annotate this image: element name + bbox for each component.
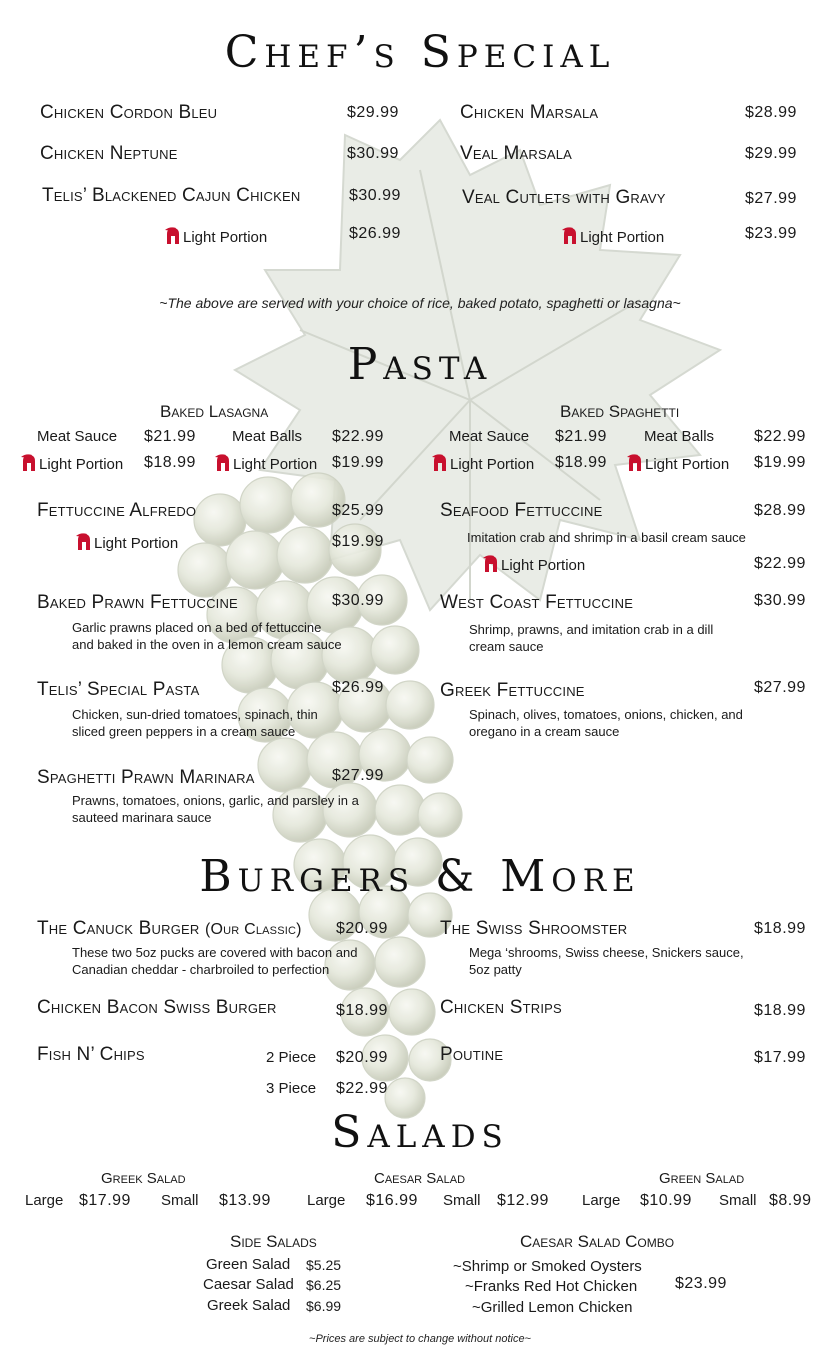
telis-special-pasta-name: Telis’ Special Pasta <box>37 679 200 700</box>
caesar-large-label: Large <box>307 1192 346 1209</box>
greek-small-price: $13.99 <box>219 1192 271 1209</box>
light-portion-item <box>431 454 534 473</box>
green-large-price: $10.99 <box>640 1192 692 1209</box>
seafood-fettuccine-price: $28.99 <box>754 502 806 519</box>
light-portion-label: Light Portion <box>645 456 730 473</box>
side-green-salad-label: Green Salad <box>206 1256 291 1273</box>
spaghetti-prawn-marinara-name: Spaghetti Prawn Marinara <box>37 767 255 788</box>
canuck-desc-line2: Canadian cheddar - charbroiled to perfection <box>72 962 330 977</box>
side-greek-salad-price: $6.99 <box>306 1298 342 1314</box>
veal-marsala-name: Veal Marsala <box>460 143 573 164</box>
spaghetti-meat-sauce-price: $21.99 <box>555 428 607 445</box>
chicken-neptune-name: Chicken Neptune <box>40 143 178 164</box>
veal-light-portion-price: $23.99 <box>745 225 797 242</box>
canuck-burger-name <box>37 918 302 940</box>
caesar-salad-title: Caesar Salad <box>374 1170 466 1187</box>
west-coast-fettuccine-price: $30.99 <box>754 592 806 609</box>
side-caesar-salad-price: $6.25 <box>306 1277 342 1293</box>
chicken-neptune-price: $30.99 <box>347 145 399 162</box>
light-portion-item <box>626 454 729 473</box>
baked-spaghetti-title: Baked Spaghetti <box>560 402 680 421</box>
chicken-cordon-bleu-name: Chicken Cordon Bleu <box>40 102 218 123</box>
light-portion-item <box>214 454 317 473</box>
green-large-label: Large <box>582 1192 621 1209</box>
green-salad-title: Green Salad <box>659 1170 745 1187</box>
light-portion-label: Light Portion <box>233 456 318 473</box>
blackened-cajun-chicken-name: Telis’ Blackened Cajun Chicken <box>42 185 301 206</box>
spaghetti-light2-price: $19.99 <box>754 454 806 471</box>
green-small-price: $8.99 <box>769 1192 812 1209</box>
sides-note: ~The above are served with your choice of rice, baked potato, spaghetti or lasagna~ <box>159 295 681 311</box>
baked-prawn-fettuccine-name: Baked Prawn Fettuccine <box>37 592 238 613</box>
chefs-special-title: Chef’s Special <box>224 27 616 78</box>
baked-prawn-desc-line2: and baked in the oven in a lemon cream sauce <box>72 637 342 652</box>
caesar-small-label: Small <box>443 1192 481 1209</box>
light-portion-label: Light Portion <box>580 229 665 246</box>
light-portion-label: Light Portion <box>39 456 124 473</box>
greek-salad-title: Greek Salad <box>101 1170 186 1187</box>
telis-special-desc-line1: Chicken, sun-dried tomatoes, spinach, thin <box>72 707 318 722</box>
side-caesar-salad-label: Caesar Salad <box>203 1276 294 1293</box>
spartan-helmet-icon <box>164 227 180 245</box>
caesar-large-price: $16.99 <box>366 1192 418 1209</box>
fish-three-piece-label: 3 Piece <box>266 1080 317 1097</box>
fettuccine-alfredo-price: $25.99 <box>332 502 384 519</box>
lasagna-meat-balls-label: Meat Balls <box>232 428 303 445</box>
spartan-helmet-icon <box>20 454 36 472</box>
west-coast-fettuccine-name: West Coast Fettuccine <box>440 592 634 613</box>
lasagna-light2-price: $19.99 <box>332 454 384 471</box>
fish-two-piece-label: 2 Piece <box>266 1049 317 1066</box>
poutine-price: $17.99 <box>754 1049 806 1066</box>
chicken-strips-price: $18.99 <box>754 1002 806 1019</box>
veal-cutlets-name: Veal Cutlets with Gravy <box>462 187 666 208</box>
salads-title: Salads <box>331 1107 509 1158</box>
green-small-label: Small <box>719 1192 757 1209</box>
light-portion-label: Light Portion <box>450 456 535 473</box>
caesar-combo-price: $23.99 <box>675 1275 727 1292</box>
light-portion-label: Light Portion <box>183 229 268 246</box>
spartan-helmet-icon <box>431 454 447 472</box>
spaghetti-meat-sauce-label: Meat Sauce <box>449 428 530 445</box>
spartan-helmet-icon <box>75 533 91 551</box>
light-portion-item <box>75 533 178 552</box>
combo-option-chicken: ~Franks Red Hot Chicken <box>465 1278 638 1295</box>
seafood-fettuccine-name: Seafood Fettuccine <box>440 500 603 521</box>
telis-special-desc-line2: sliced green peppers in a cream sauce <box>72 724 296 739</box>
veal-marsala-price: $29.99 <box>745 145 797 162</box>
lasagna-meat-sauce-label: Meat Sauce <box>37 428 118 445</box>
chicken-marsala-name: Chicken Marsala <box>460 102 599 123</box>
swiss-shroomster-name: The Swiss Shroomster <box>440 918 628 939</box>
alfredo-light-price: $19.99 <box>332 533 384 550</box>
light-portion-label: Light Portion <box>501 557 586 574</box>
spartan-helmet-icon <box>214 454 230 472</box>
caesar-combo-title: Caesar Salad Combo <box>520 1232 675 1251</box>
swiss-desc-line2: 5oz patty <box>469 962 522 977</box>
canuck-burger-price: $20.99 <box>336 920 388 937</box>
combo-option-lemon-chicken: ~Grilled Lemon Chicken <box>472 1299 633 1316</box>
baked-lasagna-title: Baked Lasagna <box>160 402 269 421</box>
spartan-helmet-icon <box>561 227 577 245</box>
chicken-strips-name: Chicken Strips <box>440 997 562 1018</box>
combo-option-shrimp: ~Shrimp or Smoked Oysters <box>453 1258 642 1275</box>
spaghetti-meat-balls-price: $22.99 <box>754 428 806 445</box>
baked-prawn-desc-line1: Garlic prawns placed on a bed of fettuccine <box>72 620 322 635</box>
side-green-salad-price: $5.25 <box>306 1257 342 1273</box>
west-coast-desc-line1: Shrimp, prawns, and imitation crab in a dill <box>469 622 714 637</box>
fettuccine-alfredo-name: Fettuccine Alfredo <box>37 500 197 521</box>
greek-fettuccine-desc-line2: oregano in a cream sauce <box>469 724 620 739</box>
canuck-desc-line1: These two 5oz pucks are covered with bacon and <box>72 945 358 960</box>
poutine-name: Poutine <box>440 1044 504 1065</box>
blackened-cajun-chicken-price: $30.99 <box>349 187 401 204</box>
swiss-desc-line1: Mega ‘shrooms, Swiss cheese, Snickers sauce, <box>469 945 744 960</box>
chicken-bacon-swiss-price: $18.99 <box>336 1002 388 1019</box>
greek-fettuccine-desc-line1: Spinach, olives, tomatoes, onions, chicken, and <box>469 707 743 722</box>
lasagna-meat-sauce-price: $21.99 <box>144 428 196 445</box>
chicken-marsala-price: $28.99 <box>745 104 797 121</box>
greek-small-label: Small <box>161 1192 199 1209</box>
seafood-light-price: $22.99 <box>754 555 806 572</box>
fish-two-piece-price: $20.99 <box>336 1049 388 1066</box>
chicken-cordon-bleu-price: $29.99 <box>347 104 399 121</box>
marinara-desc-line2: sauteed marinara sauce <box>72 810 212 825</box>
prices-disclaimer: ~Prices are subject to change without notice~ <box>309 1333 531 1345</box>
fish-n-chips-name: Fish N’ Chips <box>37 1044 145 1065</box>
light-portion-item <box>482 555 585 574</box>
side-greek-salad-label: Greek Salad <box>207 1297 291 1314</box>
spaghetti-meat-balls-label: Meat Balls <box>644 428 715 445</box>
light-portion-label: Light Portion <box>94 535 179 552</box>
baked-prawn-fettuccine-price: $30.99 <box>332 592 384 609</box>
canuck-burger-tag: (Our Classic) <box>204 921 302 938</box>
greek-fettuccine-price: $27.99 <box>754 679 806 696</box>
lasagna-meat-balls-price: $22.99 <box>332 428 384 445</box>
chicken-bacon-swiss-name: Chicken Bacon Swiss Burger <box>37 997 277 1018</box>
light-portion-item <box>561 227 664 246</box>
cajun-light-portion-price: $26.99 <box>349 225 401 242</box>
pasta-title: Pasta <box>347 339 493 390</box>
west-coast-desc-line2: cream sauce <box>469 639 544 654</box>
burgers-more-title: Burgers & More <box>199 851 641 902</box>
fish-three-piece-price: $22.99 <box>336 1080 388 1097</box>
telis-special-pasta-price: $26.99 <box>332 679 384 696</box>
greek-large-price: $17.99 <box>79 1192 131 1209</box>
spartan-helmet-icon <box>482 555 498 573</box>
greek-fettuccine-name: Greek Fettuccine <box>440 680 585 701</box>
lasagna-light1-price: $18.99 <box>144 454 196 471</box>
greek-large-label: Large <box>25 1192 64 1209</box>
light-portion-item <box>164 227 267 246</box>
spaghetti-prawn-marinara-price: $27.99 <box>332 767 384 784</box>
swiss-shroomster-price: $18.99 <box>754 920 806 937</box>
spartan-helmet-icon <box>626 454 642 472</box>
seafood-fettuccine-desc: Imitation crab and shrimp in a basil cream sauce <box>467 530 746 545</box>
spaghetti-light1-price: $18.99 <box>555 454 607 471</box>
light-portion-item <box>20 454 123 473</box>
marinara-desc-line1: Prawns, tomatoes, onions, garlic, and parsley in a <box>72 793 359 808</box>
caesar-small-price: $12.99 <box>497 1192 549 1209</box>
veal-cutlets-price: $27.99 <box>745 190 797 207</box>
side-salads-title: Side Salads <box>230 1232 317 1251</box>
canuck-burger-label: The Canuck Burger <box>37 918 200 939</box>
